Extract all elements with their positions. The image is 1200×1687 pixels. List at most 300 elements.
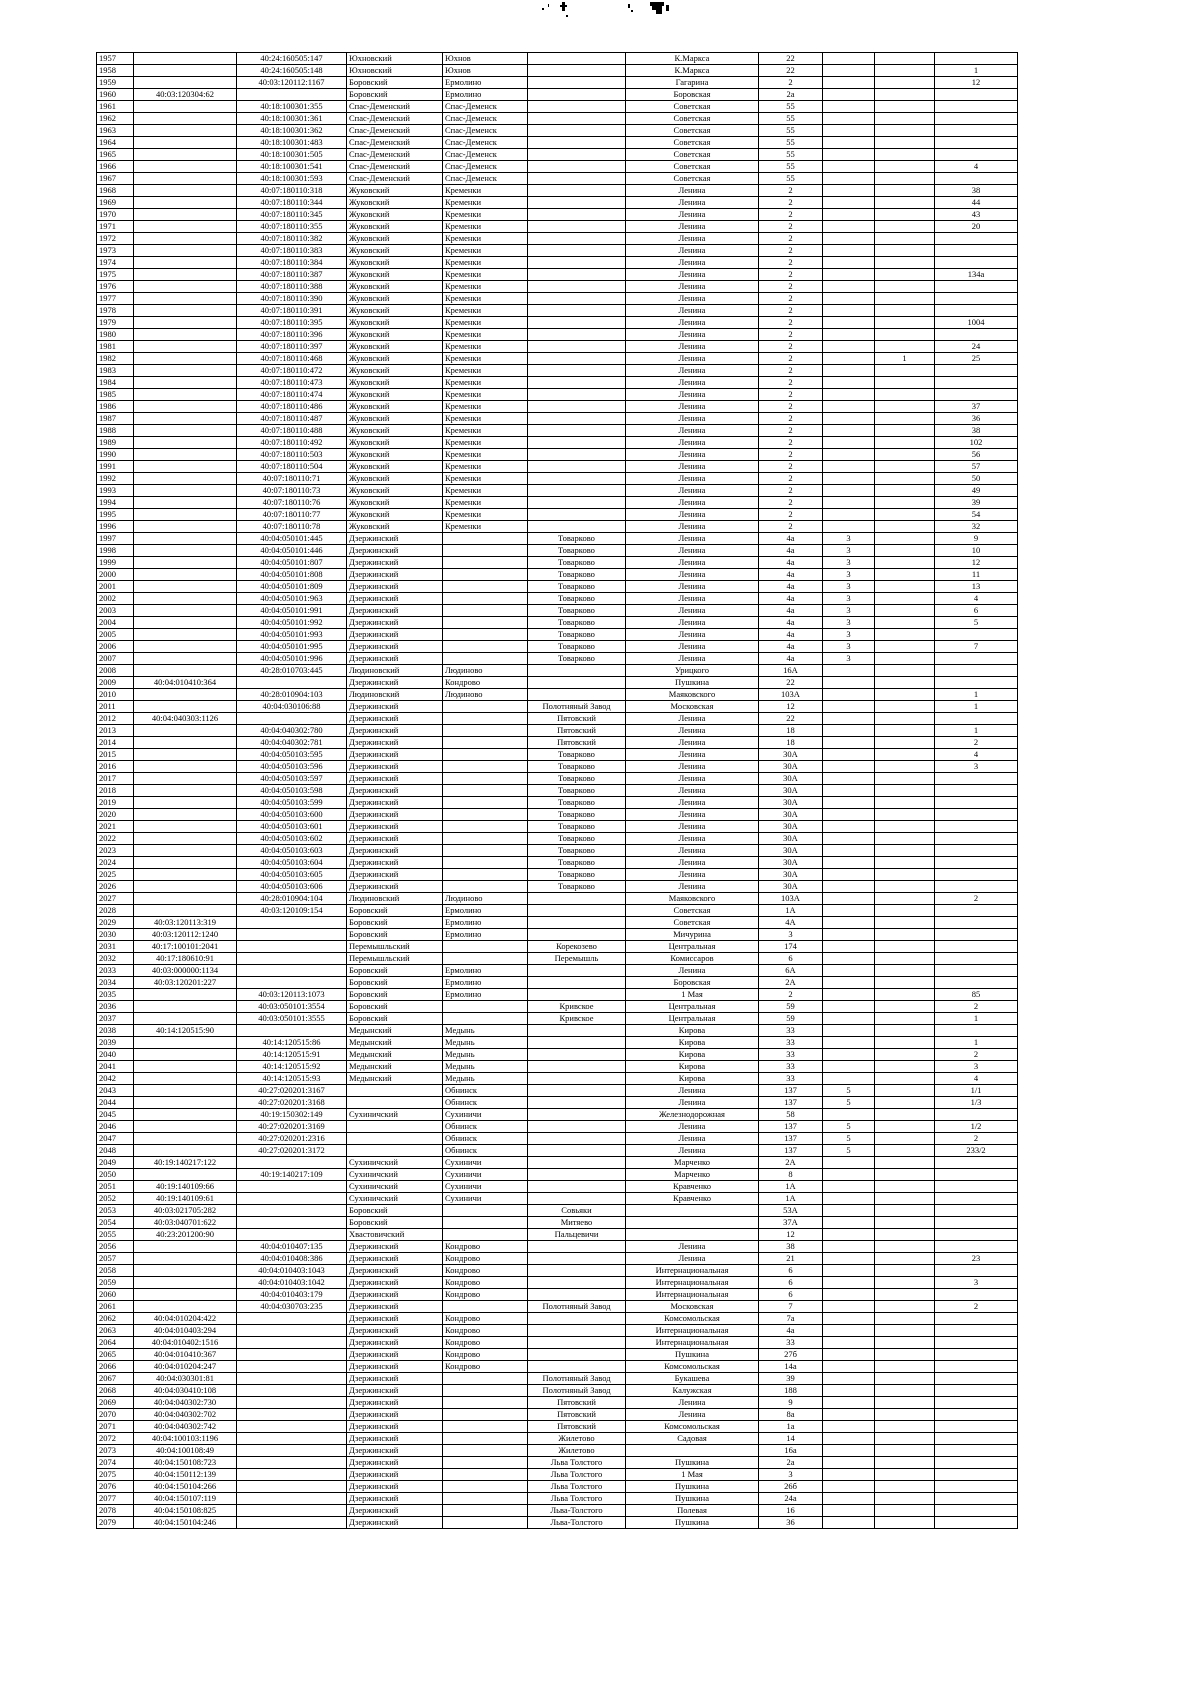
- cell-row-number: 1985: [97, 389, 134, 401]
- cell-cadastral-number-a: [134, 245, 237, 257]
- cell-district: Спас-Деменский: [347, 125, 443, 137]
- cell-cadastral-number-b: 40:07:180110:344: [237, 197, 347, 209]
- table-row: [97, 1493, 1018, 1505]
- cell-cadastral-number-a: [134, 1001, 237, 1013]
- cell-apartment: [935, 713, 1018, 725]
- cell-cadastral-number-b: [237, 1157, 347, 1169]
- cell-floor: [875, 929, 935, 941]
- cell-cadastral-number-b: 40:28:010703:445: [237, 665, 347, 677]
- cell-building: [823, 149, 875, 161]
- table-row: [97, 533, 1018, 545]
- cell-cadastral-number-b: 40:07:180110:318: [237, 185, 347, 197]
- cell-apartment: [935, 305, 1018, 317]
- cell-building: [823, 185, 875, 197]
- table-row: [97, 233, 1018, 245]
- cell-district: Дзержинский: [347, 533, 443, 545]
- cell-floor: [875, 65, 935, 77]
- cell-row-number: 2042: [97, 1073, 134, 1085]
- cell-row-number: 2057: [97, 1253, 134, 1265]
- cell-floor: [875, 533, 935, 545]
- cell-house: 2: [759, 185, 823, 197]
- cell-district: Жуковский: [347, 197, 443, 209]
- cell-street: Комсомольская: [626, 1421, 759, 1433]
- cell-cadastral-number-b: 40:07:180110:468: [237, 353, 347, 365]
- cell-apartment: [935, 1025, 1018, 1037]
- cell-building: [823, 1313, 875, 1325]
- cell-city: Ермолино: [443, 77, 528, 89]
- cell-building: [823, 197, 875, 209]
- table-row: [97, 1373, 1018, 1385]
- cell-settlement: Товарково: [528, 629, 626, 641]
- cell-street: Советская: [626, 161, 759, 173]
- cell-floor: [875, 1001, 935, 1013]
- cell-city: Кременки: [443, 485, 528, 497]
- cell-row-number: 2049: [97, 1157, 134, 1169]
- cell-district: Дзержинский: [347, 1409, 443, 1421]
- cell-city: Кондрово: [443, 1265, 528, 1277]
- cell-settlement: [528, 329, 626, 341]
- cell-house: 2: [759, 413, 823, 425]
- cell-row-number: 2072: [97, 1433, 134, 1445]
- cell-settlement: Товарково: [528, 569, 626, 581]
- cell-settlement: [528, 77, 626, 89]
- cell-cadastral-number-b: 40:04:050103:606: [237, 881, 347, 893]
- cell-district: Жуковский: [347, 389, 443, 401]
- cell-building: [823, 881, 875, 893]
- cell-apartment: 1/1: [935, 1085, 1018, 1097]
- cell-settlement: Товарково: [528, 617, 626, 629]
- cell-cadastral-number-a: [134, 377, 237, 389]
- cell-building: [823, 233, 875, 245]
- cell-apartment: [935, 1349, 1018, 1361]
- cell-row-number: 2023: [97, 845, 134, 857]
- cell-settlement: Жилетово: [528, 1433, 626, 1445]
- cell-apartment: [935, 245, 1018, 257]
- cell-cadastral-number-a: 40:04:010402:1516: [134, 1337, 237, 1349]
- table-row: [97, 605, 1018, 617]
- cell-district: Жуковский: [347, 257, 443, 269]
- cell-floor: [875, 461, 935, 473]
- cell-district: Дзержинский: [347, 1253, 443, 1265]
- cell-street: Ленина: [626, 581, 759, 593]
- cell-floor: [875, 1421, 935, 1433]
- cell-cadastral-number-b: 40:07:180110:383: [237, 245, 347, 257]
- cell-settlement: Товарково: [528, 785, 626, 797]
- cell-street: Ленина: [626, 425, 759, 437]
- cell-row-number: 2062: [97, 1313, 134, 1325]
- table-row: [97, 413, 1018, 425]
- cell-city: Кондрово: [443, 677, 528, 689]
- cell-building: 3: [823, 581, 875, 593]
- table-row: [97, 1121, 1018, 1133]
- cell-settlement: [528, 65, 626, 77]
- cell-building: 5: [823, 1085, 875, 1097]
- cell-settlement: [528, 449, 626, 461]
- cell-street: Ленина: [626, 761, 759, 773]
- cell-district: Жуковский: [347, 221, 443, 233]
- cell-district: Спас-Деменский: [347, 149, 443, 161]
- cell-city: Кондрово: [443, 1349, 528, 1361]
- cell-apartment: 9: [935, 533, 1018, 545]
- cell-floor: [875, 1517, 935, 1529]
- cell-cadastral-number-b: 40:04:050103:595: [237, 749, 347, 761]
- cell-cadastral-number-a: 40:23:201200:90: [134, 1229, 237, 1241]
- cell-building: [823, 125, 875, 137]
- cell-house: 7а: [759, 1313, 823, 1325]
- cell-apartment: [935, 1169, 1018, 1181]
- cell-street: Железнодорожная: [626, 1109, 759, 1121]
- cell-settlement: [528, 1361, 626, 1373]
- cell-cadastral-number-b: [237, 977, 347, 989]
- cell-building: [823, 833, 875, 845]
- cell-apartment: [935, 101, 1018, 113]
- cell-cadastral-number-a: [134, 893, 237, 905]
- cell-cadastral-number-b: 40:14:120515:86: [237, 1037, 347, 1049]
- cell-cadastral-number-b: [237, 1229, 347, 1241]
- cell-street: Пушкина: [626, 1517, 759, 1529]
- cell-building: [823, 101, 875, 113]
- cell-floor: [875, 1277, 935, 1289]
- cell-floor: [875, 713, 935, 725]
- cell-cadastral-number-a: 40:04:010204:247: [134, 1361, 237, 1373]
- cell-district: Сухиничский: [347, 1157, 443, 1169]
- cell-row-number: 2063: [97, 1325, 134, 1337]
- cell-floor: [875, 1385, 935, 1397]
- cell-city: Кондрово: [443, 1325, 528, 1337]
- cell-district: Жуковский: [347, 473, 443, 485]
- cell-street: [626, 1445, 759, 1457]
- cell-settlement: Товарково: [528, 557, 626, 569]
- cell-city: Кременки: [443, 329, 528, 341]
- cell-city: [443, 833, 528, 845]
- cell-building: [823, 329, 875, 341]
- cell-row-number: 1969: [97, 197, 134, 209]
- cell-apartment: 57: [935, 461, 1018, 473]
- cell-apartment: 36: [935, 413, 1018, 425]
- cell-city: Сухиничи: [443, 1157, 528, 1169]
- cell-settlement: Корекозево: [528, 941, 626, 953]
- cell-building: [823, 1001, 875, 1013]
- cell-city: Обнинск: [443, 1121, 528, 1133]
- cell-floor: [875, 653, 935, 665]
- cell-floor: [875, 1157, 935, 1169]
- cell-cadastral-number-a: [134, 641, 237, 653]
- cell-settlement: [528, 1049, 626, 1061]
- cell-row-number: 1988: [97, 425, 134, 437]
- cell-cadastral-number-a: [134, 869, 237, 881]
- cell-floor: [875, 1013, 935, 1025]
- table-row: [97, 1361, 1018, 1373]
- cell-building: [823, 761, 875, 773]
- cell-row-number: 2003: [97, 605, 134, 617]
- cell-apartment: [935, 917, 1018, 929]
- cell-settlement: [528, 209, 626, 221]
- cell-cadastral-number-b: [237, 1409, 347, 1421]
- cell-building: [823, 221, 875, 233]
- cell-cadastral-number-a: [134, 545, 237, 557]
- cell-district: Жуковский: [347, 353, 443, 365]
- cell-settlement: Товарково: [528, 545, 626, 557]
- cell-street: Советская: [626, 125, 759, 137]
- cell-settlement: [528, 1037, 626, 1049]
- cell-building: [823, 1457, 875, 1469]
- cell-floor: [875, 1301, 935, 1313]
- cell-cadastral-number-b: 40:18:100301:541: [237, 161, 347, 173]
- cell-building: 5: [823, 1121, 875, 1133]
- cell-floor: [875, 785, 935, 797]
- cell-building: [823, 377, 875, 389]
- cell-city: [443, 725, 528, 737]
- cell-floor: [875, 125, 935, 137]
- cell-district: Жуковский: [347, 305, 443, 317]
- cell-city: [443, 533, 528, 545]
- table-row: [97, 953, 1018, 965]
- cell-apartment: 4: [935, 749, 1018, 761]
- cell-row-number: 2061: [97, 1301, 134, 1313]
- cell-street: 1 Мая: [626, 989, 759, 1001]
- cell-building: [823, 1373, 875, 1385]
- cell-apartment: [935, 329, 1018, 341]
- cell-row-number: 2021: [97, 821, 134, 833]
- cell-apartment: 12: [935, 77, 1018, 89]
- table-row: [97, 1253, 1018, 1265]
- cell-city: Кременки: [443, 461, 528, 473]
- cell-floor: [875, 1229, 935, 1241]
- cell-apartment: 39: [935, 497, 1018, 509]
- cell-street: Ленина: [626, 221, 759, 233]
- cell-district: Дзержинский: [347, 593, 443, 605]
- cell-settlement: Жилетово: [528, 1445, 626, 1457]
- cell-district: [347, 1133, 443, 1145]
- cell-building: [823, 305, 875, 317]
- cell-building: [823, 1013, 875, 1025]
- cell-apartment: [935, 233, 1018, 245]
- cell-settlement: [528, 1133, 626, 1145]
- cell-district: Дзержинский: [347, 569, 443, 581]
- cell-house: 2: [759, 989, 823, 1001]
- cell-row-number: 2002: [97, 593, 134, 605]
- cell-city: [443, 1373, 528, 1385]
- cell-cadastral-number-b: 40:07:180110:503: [237, 449, 347, 461]
- cell-settlement: [528, 221, 626, 233]
- cell-district: Дзержинский: [347, 1361, 443, 1373]
- cell-floor: [875, 509, 935, 521]
- cell-settlement: [528, 521, 626, 533]
- table-row: [97, 377, 1018, 389]
- cell-cadastral-number-a: [134, 1301, 237, 1313]
- table-row: [97, 989, 1018, 1001]
- table-row: [97, 965, 1018, 977]
- cell-settlement: Льва-Толстого: [528, 1505, 626, 1517]
- cell-apartment: 1: [935, 701, 1018, 713]
- cell-settlement: [528, 1337, 626, 1349]
- cell-house: 4А: [759, 917, 823, 929]
- cell-row-number: 2070: [97, 1409, 134, 1421]
- cell-apartment: 6: [935, 605, 1018, 617]
- table-row: [97, 101, 1018, 113]
- cell-district: Перемышльский: [347, 941, 443, 953]
- table-row: [97, 1097, 1018, 1109]
- cell-house: 2: [759, 425, 823, 437]
- cell-cadastral-number-b: 40:07:180110:345: [237, 209, 347, 221]
- cell-row-number: 2014: [97, 737, 134, 749]
- cell-apartment: 3: [935, 1277, 1018, 1289]
- cell-apartment: 1: [935, 1013, 1018, 1025]
- cell-district: Дзержинский: [347, 821, 443, 833]
- cell-street: Кравченко: [626, 1181, 759, 1193]
- cell-row-number: 1967: [97, 173, 134, 185]
- cell-settlement: Льва Толстого: [528, 1469, 626, 1481]
- cell-apartment: 23: [935, 1253, 1018, 1265]
- cell-row-number: 2067: [97, 1373, 134, 1385]
- cell-building: 3: [823, 629, 875, 641]
- cell-apartment: [935, 1493, 1018, 1505]
- cell-settlement: [528, 1349, 626, 1361]
- cell-settlement: Пятовский: [528, 1409, 626, 1421]
- cell-street: Пушкина: [626, 677, 759, 689]
- cell-cadastral-number-a: [134, 1289, 237, 1301]
- table-row: [97, 617, 1018, 629]
- cell-settlement: Полотняный Завод: [528, 1373, 626, 1385]
- cell-district: Дзержинский: [347, 809, 443, 821]
- cell-row-number: 1995: [97, 509, 134, 521]
- cell-house: 2: [759, 281, 823, 293]
- cell-building: [823, 1073, 875, 1085]
- cell-house: 2: [759, 269, 823, 281]
- cell-settlement: [528, 233, 626, 245]
- cell-settlement: [528, 53, 626, 65]
- cell-cadastral-number-a: [134, 101, 237, 113]
- cell-street: Ленина: [626, 485, 759, 497]
- cell-floor: [875, 521, 935, 533]
- cell-city: Спас-Деменск: [443, 173, 528, 185]
- cell-house: 6: [759, 1265, 823, 1277]
- cell-building: [823, 1469, 875, 1481]
- cell-house: 22: [759, 53, 823, 65]
- cell-district: Дзержинский: [347, 641, 443, 653]
- cell-city: [443, 1409, 528, 1421]
- cell-apartment: [935, 1421, 1018, 1433]
- cell-district: Дзержинский: [347, 1469, 443, 1481]
- cell-district: Дзержинский: [347, 1301, 443, 1313]
- cell-city: [443, 581, 528, 593]
- cell-cadastral-number-b: [237, 917, 347, 929]
- cell-apartment: 24: [935, 341, 1018, 353]
- cell-building: [823, 413, 875, 425]
- cell-apartment: 134а: [935, 269, 1018, 281]
- cell-cadastral-number-a: [134, 1085, 237, 1097]
- cell-settlement: Пятовский: [528, 1397, 626, 1409]
- cell-cadastral-number-b: [237, 1445, 347, 1457]
- table-row: [97, 641, 1018, 653]
- cell-city: Кременки: [443, 245, 528, 257]
- cell-apartment: 2: [935, 1133, 1018, 1145]
- cell-row-number: 2027: [97, 893, 134, 905]
- cell-district: Жуковский: [347, 437, 443, 449]
- cell-row-number: 2022: [97, 833, 134, 845]
- cell-house: 26б: [759, 1481, 823, 1493]
- cell-settlement: [528, 281, 626, 293]
- cell-house: 22: [759, 677, 823, 689]
- cell-district: Боровский: [347, 929, 443, 941]
- cell-apartment: [935, 1373, 1018, 1385]
- cell-building: [823, 1349, 875, 1361]
- cell-settlement: [528, 293, 626, 305]
- cell-city: [443, 1433, 528, 1445]
- cell-cadastral-number-a: [134, 881, 237, 893]
- cell-street: Ленина: [626, 725, 759, 737]
- cell-city: Кременки: [443, 425, 528, 437]
- cell-building: [823, 1325, 875, 1337]
- cell-city: Медынь: [443, 1073, 528, 1085]
- cell-house: 36: [759, 1517, 823, 1529]
- cell-building: [823, 113, 875, 125]
- cell-building: [823, 473, 875, 485]
- cell-floor: [875, 1049, 935, 1061]
- cell-house: 4а: [759, 557, 823, 569]
- cell-settlement: [528, 1109, 626, 1121]
- cell-cadastral-number-b: [237, 953, 347, 965]
- cell-cadastral-number-a: [134, 449, 237, 461]
- cell-cadastral-number-a: [134, 509, 237, 521]
- table-row: [97, 1181, 1018, 1193]
- table-row: [97, 1385, 1018, 1397]
- cell-cadastral-number-a: [134, 437, 237, 449]
- cell-cadastral-number-b: 40:19:140217:109: [237, 1169, 347, 1181]
- cell-house: 2: [759, 329, 823, 341]
- table-row: [97, 557, 1018, 569]
- cell-row-number: 2029: [97, 917, 134, 929]
- cell-apartment: [935, 1481, 1018, 1493]
- cell-street: Ленина: [626, 629, 759, 641]
- cell-cadastral-number-a: [134, 293, 237, 305]
- cell-cadastral-number-b: 40:04:050103:597: [237, 773, 347, 785]
- cell-street: Ленина: [626, 1085, 759, 1097]
- cell-settlement: [528, 905, 626, 917]
- cell-district: Дзержинский: [347, 1313, 443, 1325]
- cell-cadastral-number-b: [237, 1373, 347, 1385]
- cell-floor: [875, 689, 935, 701]
- cell-street: Пушкина: [626, 1457, 759, 1469]
- cell-cadastral-number-b: 40:07:180110:388: [237, 281, 347, 293]
- cell-row-number: 2075: [97, 1469, 134, 1481]
- table-row: [97, 713, 1018, 725]
- cell-floor: [875, 77, 935, 89]
- cell-row-number: 2006: [97, 641, 134, 653]
- cell-settlement: [528, 353, 626, 365]
- cell-cadastral-number-a: 40:04:150104:246: [134, 1517, 237, 1529]
- cell-building: [823, 1409, 875, 1421]
- cell-cadastral-number-b: 40:18:100301:483: [237, 137, 347, 149]
- cell-settlement: [528, 1193, 626, 1205]
- cell-district: Дзержинский: [347, 1265, 443, 1277]
- table-row: [97, 1349, 1018, 1361]
- cell-house: 2А: [759, 1157, 823, 1169]
- cell-house: 2: [759, 437, 823, 449]
- cell-city: Кременки: [443, 401, 528, 413]
- cell-cadastral-number-b: 40:04:050101:996: [237, 653, 347, 665]
- cell-building: 3: [823, 533, 875, 545]
- table-row: [97, 485, 1018, 497]
- cell-floor: [875, 1205, 935, 1217]
- cell-cadastral-number-b: 40:07:180110:488: [237, 425, 347, 437]
- cell-street: Пушкина: [626, 1481, 759, 1493]
- cell-house: 2: [759, 449, 823, 461]
- cell-cadastral-number-b: 40:03:120109:154: [237, 905, 347, 917]
- cell-row-number: 2051: [97, 1181, 134, 1193]
- cell-floor: [875, 965, 935, 977]
- cell-apartment: 11: [935, 569, 1018, 581]
